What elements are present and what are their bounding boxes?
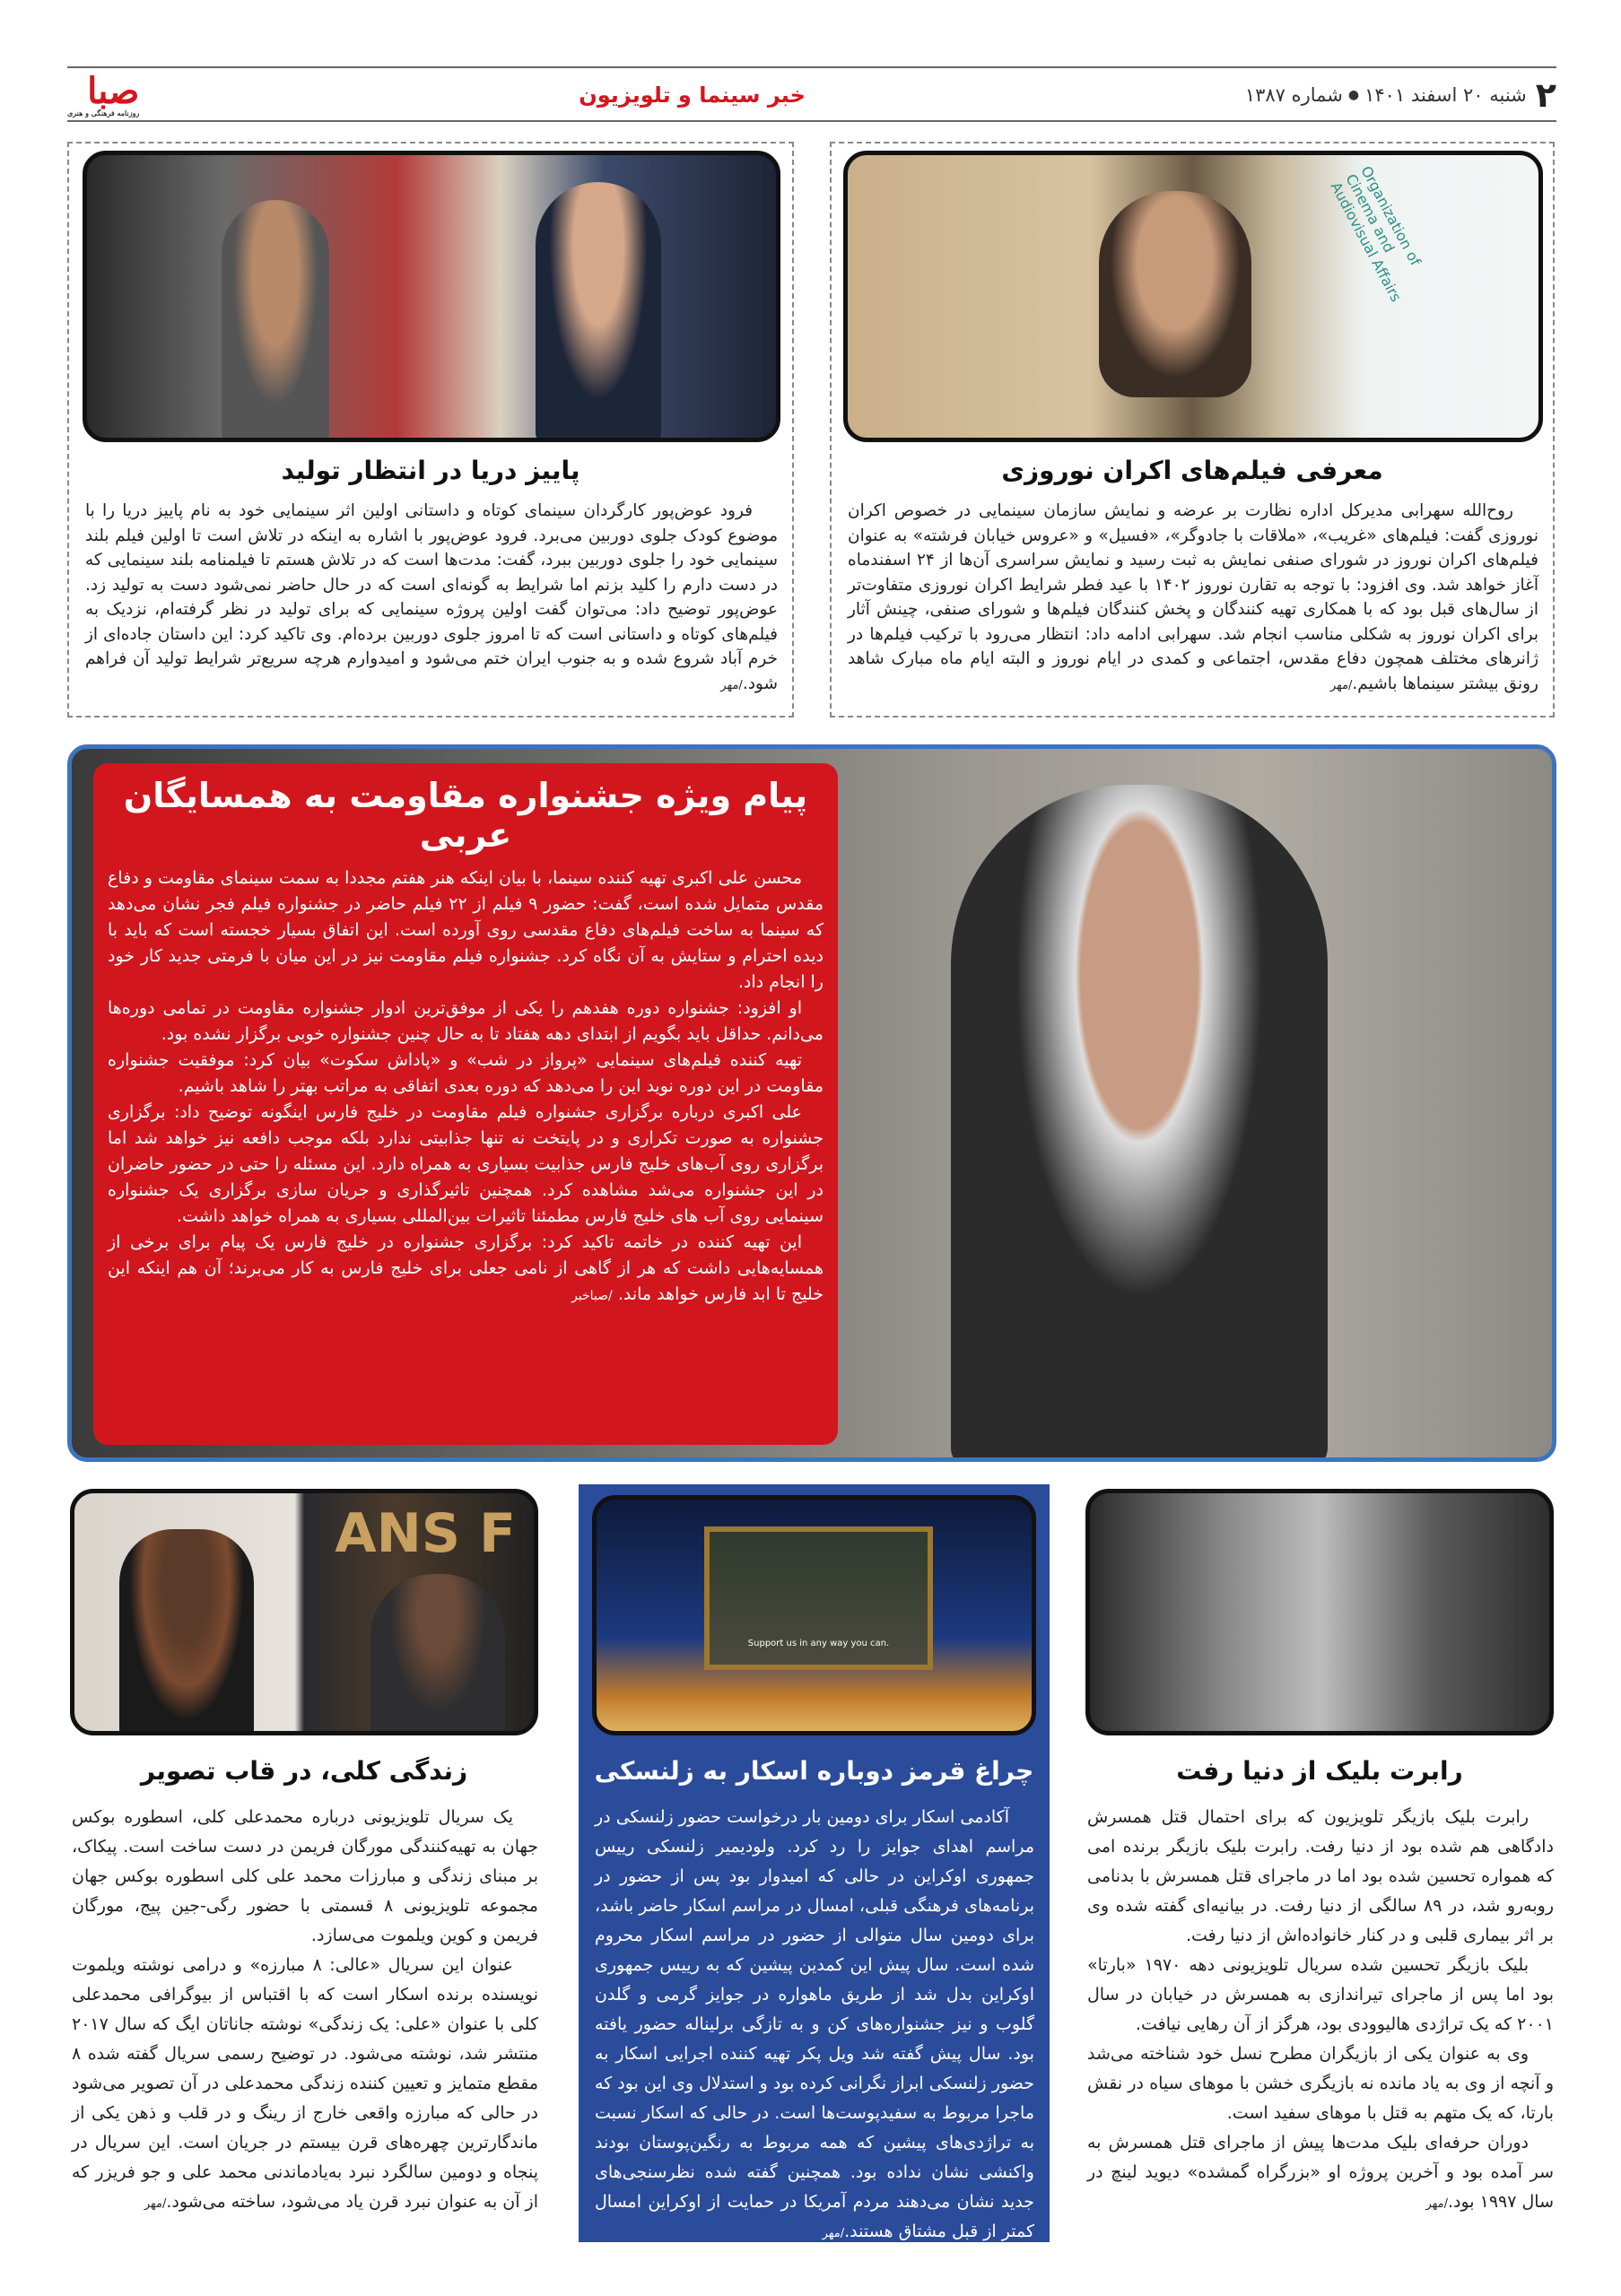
paragraph: رابرت بلیک بازیگر تلویزیون که برای احتمال قتل همسرش دادگاهی هم شده بود از دنیا رفت. رابرت بلیک بازیگر برنده امی که همواره تحسین شده بود اما در ماجرای قتل همسرش با بدنامی روبه‌رو شد، در ۸۹ سالگی از دنیا رفت. در بیانیه‌ای گفته شده وی بر اثر بیماری قلبی و در کنار خانواده‌اش از دنیا رفت. bbox=[1087, 1807, 1554, 1945]
feature-text-box bbox=[93, 763, 838, 1445]
paragraph: علی اکبری درباره برگزاری جشنواره فیلم مقاومت در خلیج فارس اینگونه توضیح داد: برگزاری جشنواره به صورت تکراری و در پایتخت نه تنها جذابیتی ندارد بلکه موجب دافعه نیز خواهد شد اما برگزاری روی آب‌های خلیج فارس جذابیت بسیاری به همراه دارد. این مسئله را حتی در حضور حاضران در این جشنواره می‌شد مشاهده کرد. همچنین تاثیرگذاری و جریان سازی برگزاری یک جشنواره سینمایی روی آب های خلیج فارس مطمئنا تاثیرات بین‌المللی بسیاری به همراه خواهد داشت. bbox=[108, 1102, 824, 1226]
header-bottom-rule bbox=[67, 120, 1556, 122]
header-top-rule bbox=[67, 66, 1556, 68]
boxer-figure bbox=[119, 1529, 254, 1735]
freeman-figure bbox=[370, 1574, 505, 1735]
director-figure bbox=[536, 182, 661, 442]
source-credit: /صباخبر bbox=[571, 1289, 613, 1303]
dateline-group bbox=[1245, 75, 1556, 115]
logo-text: صبا bbox=[87, 69, 140, 112]
article-body bbox=[72, 1803, 538, 2219]
paragraph: فرود عوض‌پور کارگردان سینمای کوتاه و داستانی اولین اثر سینمایی خود به نام پاییز دریا را با موضوع کودک جلوی دوربین می‌برد. فرود عوض‌پور با اشاره به اینکه در تلاش است تا اولین فیلم بلند سینمایی خود را جلوی دوربین ببرد، گفت: مدت‌ها است که در تلاش هستم تا فیلمنامه بلند سینمایی که در دست دارم را کلید بزنم اما شرایط به گونه‌ای است که در حال حاضر نمی‌شود دست به تولید زد. عوض‌پور توضیح داد: می‌توان گفت اولین پروژه سینمایی که برای تولید در نظر گرفته‌ام، نزدیک به فیلم‌های کوتاه و داستانی است که تا امروز جلوی دوربین برده‌ام. وی تاکید کرد: این داستان جاده‌ای از خرم آباد شروع شده و به جنوب ایران ختم می‌شود و امیدوارم هرچه سریع‌تر شرایط تولید آن فراهم شود./مهر bbox=[85, 501, 778, 693]
newspaper-logo[interactable] bbox=[67, 69, 140, 117]
paragraph: تهیه کننده فیلم‌های سینمایی «پرواز در شب» و «پاداش سکوت» بیان کرد: موفقیت جشنواره مقاومت در این دوره نوید این را می‌دهد که دوره بعدی اتفاقی به مراتب بهتر را شاهد باشیم. bbox=[108, 1050, 824, 1096]
source-credit: /مهر bbox=[144, 2197, 167, 2211]
headline: رابرت بلیک از دنیا رفت bbox=[1176, 1756, 1463, 1786]
logo-tagline: روزنامه فرهنگی و هنری bbox=[67, 108, 140, 117]
feature-headline: پیام ویژه جشنواره مقاومت به همسایگان عربی bbox=[123, 776, 808, 855]
paragraph: وی به عنوان یکی از بازیگران مطرح نسل خود شناخته می‌شد و آنچه از وی به یاد مانده نه بازیگری خشن با موهای سیاه در نقش بارتا، که یک متهم به قتل با موهای سفید است. bbox=[1087, 2044, 1554, 2123]
paragraph: دوران حرفه‌ای بلیک مدت‌ها پیش از ماجرای قتل همسرش به سر آمده بود و آخرین پروژه او «بزرگراه گمشده» دیوید لینچ در سال ۱۹۹۷ بود./مهر bbox=[1087, 2133, 1554, 2212]
headline: پاییز دریا در انتظار تولید bbox=[281, 456, 580, 485]
photo-zelensky-screen bbox=[592, 1495, 1036, 1735]
paragraph: محسن علی اکبری تهیه کننده سینما، با بیان اینکه هنر هفتم مجددا به سمت سینمای مقاومت و دفاع مقدس متمایل شده است، گفت: حضور ۹ فیلم از ۲۲ فیلم حاضر در جشنواره فیلم فجر نشان می‌دهد که سینما به ساخت فیلم‌های دفاع مقدسی روی آورده است. این اتفاق بسیار خجسته است که باید با دیده احترام و ستایش به آن نگاه کرد. جشنواره فیلم مقاومت نیز در این میان با فرمتی جدید کار خود را انجام داد. bbox=[108, 868, 824, 992]
photo-robert-blake bbox=[1085, 1489, 1554, 1735]
source-credit: /مهر bbox=[822, 2227, 845, 2240]
headline: چراغ قرمز دوباره اسکار به زلنسکی bbox=[594, 1756, 1034, 1786]
source-credit: /مهر bbox=[720, 678, 743, 692]
article-body bbox=[1087, 1803, 1554, 2219]
paragraph: آکادمی اسکار برای دومین بار درخواست حضور زلنسکی در مراسم اهدای جوایز را رد کرد. ولودیمیر زلنسکی رییس جمهوری اوکراین در حالی که امیدوار بود پس از حضور در برنامه‌های فرهنگی قبلی، امسال در مراسم اسکار حاضر باشد، برای دومین سال متوالی از حضور در مراسم اسکار محروم شده است. سال پیش این کمدین پیشین که به رییس جمهوری اوکراین بدل شد از طریق ماهواره در جوایز گرمی و گلدن گلوب و نیز جشنواره‌های کن و به تازگی برلیناله حضور یافته بود. سال پیش گفته شد ویل پکر تهیه کننده اجرایی اسکار به حضور زلنسکی ابراز نگرانی کرده بود و استدلال وی این بود که ماجرا مربوط به سفیدپوست‌ها است. در حالی که اسکار نسبت به تراژدی‌های پیشین که همه مربوط به رنگین‌پوستان بودند واکنشی نشان نداده بود. همچنین گفته شده نظرسنجی‌های جدید نشان می‌دهند مردم آمریکا در حمایت از اوکراین امسال کمتر از قبل مشتاق هستند./مهر bbox=[595, 1807, 1034, 2241]
photo-awazpour bbox=[83, 151, 780, 442]
article-body bbox=[595, 1803, 1034, 2248]
paragraph: عنوان این سریال «عالی: ۸ مبارزه» و درامی نوشته ویلموت نویسنده برنده اسکار است که با اقتباس از بیوگرافی محمدعلی کلی با عنوان «علی: یک زندگی» نوشته جاناتان ایگ که سال ۲۰۱۷ منتشر شد، نوشته می‌شود. در توضیح رسمی سریال گفته شده ۸ مقطع متمایز و تعیین کننده زندگی محمدعلی در آن تصویر می‌شود در حالی که مبارزه واقعی خارج از رینگ و در قلب و ذهن یکی از ماندگارترین چهره‌های قرن بیستم در جریان است. این سریال در پنجاه و دومین سالگرد نبرد به‌یادماندنی محمد علی و جو فریزر که از آن به عنوان نبرد قرن یاد می‌شود، ساخته می‌شود./مهر bbox=[72, 1955, 538, 2212]
photo-ali-freeman bbox=[70, 1489, 538, 1735]
article-body bbox=[85, 499, 778, 698]
headline: معرفی فیلم‌های اکران نوروزی bbox=[1001, 456, 1383, 485]
page-number: ۲ bbox=[1535, 74, 1556, 115]
article-body bbox=[848, 499, 1538, 698]
paragraph: او افزود: جشنواره دوره هفدهم را یکی از موفق‌ترین ادوار جشنواره مقاومت در تمامی دوره‌ها می‌دانم. حداقل باید بگویم از ابتدای دهه هفتاد تا به حال چنین جشنواره خوبی برگزار نشده بود. bbox=[108, 998, 824, 1044]
article-zelensky-oscar bbox=[579, 1484, 1050, 2242]
tv-screen bbox=[704, 1526, 933, 1670]
masthead bbox=[67, 70, 1556, 119]
paragraph: روح‌الله سهرابی مدیرکل اداره نظارت بر عرضه و نمایش سازمان سینمایی در خصوص اکران نوروزی گفت: فیلم‌های «غریب»، «ملاقات با جادوگر»، «فسیل» و «عروس خیابان فرشته» به عنوان فیلم‌های اکران نوروز در شورای صنفی نمایش به ثبت رسید و نمایش سراسری آن‌ها از ۲۴ اسفندماه آغاز خواهد شد. وی افزود: با توجه به تقارن نوروز ۱۴۰۲ با عید فطر شرایط اکران نوروزی متفاوت‌تر از سال‌های قبل بود که با همکاری تهیه کنندگان و پخش کنندگان فیلم‌ها و شورای صنفی، چینش آثار برای اکران نوروز به شکلی مناسب انجام شد. سهرابی ادامه داد: انتظار می‌رود با ترکیب فیلم‌ها در ژانرهای مختلف همچون دفاع مقدس، اجتماعی و کمدی در ایام نوروز و البته ایام ماه مبارک شاهد رونق بیشتر سینماها باشیم./مهر bbox=[848, 501, 1538, 693]
date: شنبه ۲۰ اسفند ۱۴۰۱ bbox=[1364, 83, 1527, 106]
backdrop-text: ANS F bbox=[335, 1502, 516, 1565]
issue-number: شماره ۱۳۸۷ bbox=[1244, 83, 1343, 106]
feature-article-resistance-festival bbox=[67, 744, 1556, 1462]
dateline bbox=[1245, 84, 1527, 106]
headline: زندگی کلی، در قاب تصویر bbox=[140, 1756, 468, 1786]
photo-sohrabi bbox=[843, 151, 1543, 442]
feature-body bbox=[108, 865, 824, 1309]
flag-text: Organization of Cinema and Audiovisual Affairs bbox=[1327, 162, 1425, 305]
source-credit: /مهر bbox=[1329, 678, 1353, 692]
photo-aliakbari bbox=[951, 785, 1328, 1462]
source-credit: /مهر bbox=[1425, 2197, 1448, 2211]
bullet-icon: ● bbox=[1347, 87, 1360, 102]
portrait-figure bbox=[1099, 191, 1251, 397]
paragraph: یک سریال تلویزیونی درباره محمدعلی کلی، اسطوره بوکس جهان به تهیه‌کنندگی مورگان فریمن در دست ساخت است. پیکاک، بر مبنای زندگی و مبارزات محمد علی کلی اسطوره بوکس جهان مجموعه تلویزیونی ۸ قسمتی با حضور رگی-جین پیج، مورگان فریمن و کوین ویلموت می‌سازد. bbox=[72, 1807, 538, 1945]
paragraph: بلیک بازیگر تحسین شده سریال تلویزیونی دهه ۱۹۷۰ «بارتا» بود اما پس از ماجرای تیراندازی به همسرش در خیابان در سال ۲۰۰۱ که یک تراژدی هالیوودی بود، هرگز از آن رهایی نیافت. bbox=[1087, 1955, 1554, 2034]
screen-caption: Support us in any way you can. bbox=[747, 1639, 890, 1648]
section-title: خبر سینما و تلویزیون bbox=[579, 82, 806, 108]
paragraph: این تهیه کننده در خاتمه تاکید کرد: برگزاری جشنواره در خلیج فارس یک پیام برای برخی از همسایه‌هایی داشت که هر از گاهی از نامی جعلی برای خلیج فارس به کار می‌برند؛ آن هم اینکه این خلیج تا ابد فارس خواهد ماند. /صباخبر bbox=[108, 1232, 824, 1304]
cameraman-figure bbox=[222, 200, 329, 442]
